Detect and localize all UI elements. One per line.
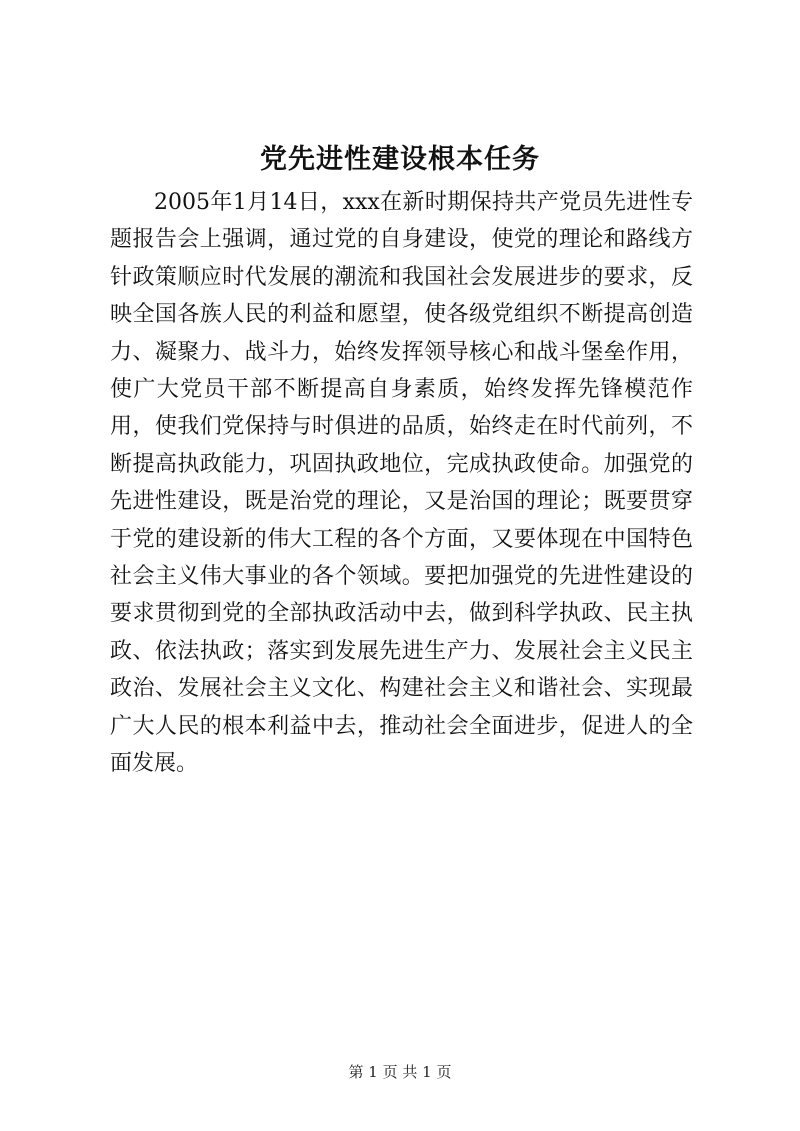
document-title: 党先进性建设根本任务 [260,144,540,175]
page-footer: 第 1 页 共 1 页 [348,1063,452,1081]
document-body-paragraph: 2005年1月14日，xxx在新时期保持共产党员先进性专题报告会上强调，通过党的自身建设，使党的理论和路线方针政策顺应时代发展的潮流和我国社会发展进步的要求，反映全国各族人民的利益和愿望，使各级党组织不断提高创造力、凝聚力、战斗力，始终发挥领导核心和战斗堡垒作用，使广大党员干部不断提高自身素质，始终发挥先锋模范作用，使我们党保持与时俱进的品质，始终走在时代前列，不断提高执政能力，巩固执政地位，完成执政使命。加强党的先进性建设，既是治党的理论，又是治国的理论；既要贯穿于党的建设新的伟大工程的各个方面，又要体现在中国特色社会主义伟大事业的各个领域。要把加强党的先进性建设的要求贯彻到党的全部执政活动中去，做到科学执政、民主执政、依法执政；落实到发展先进生产力、发展社会主义民主政治、发展社会主义文化、构建社会主义和谐社会、实现最广大人民的根本利益中去，推动社会全面进步，促进人的全面发展。 [110,190,693,777]
